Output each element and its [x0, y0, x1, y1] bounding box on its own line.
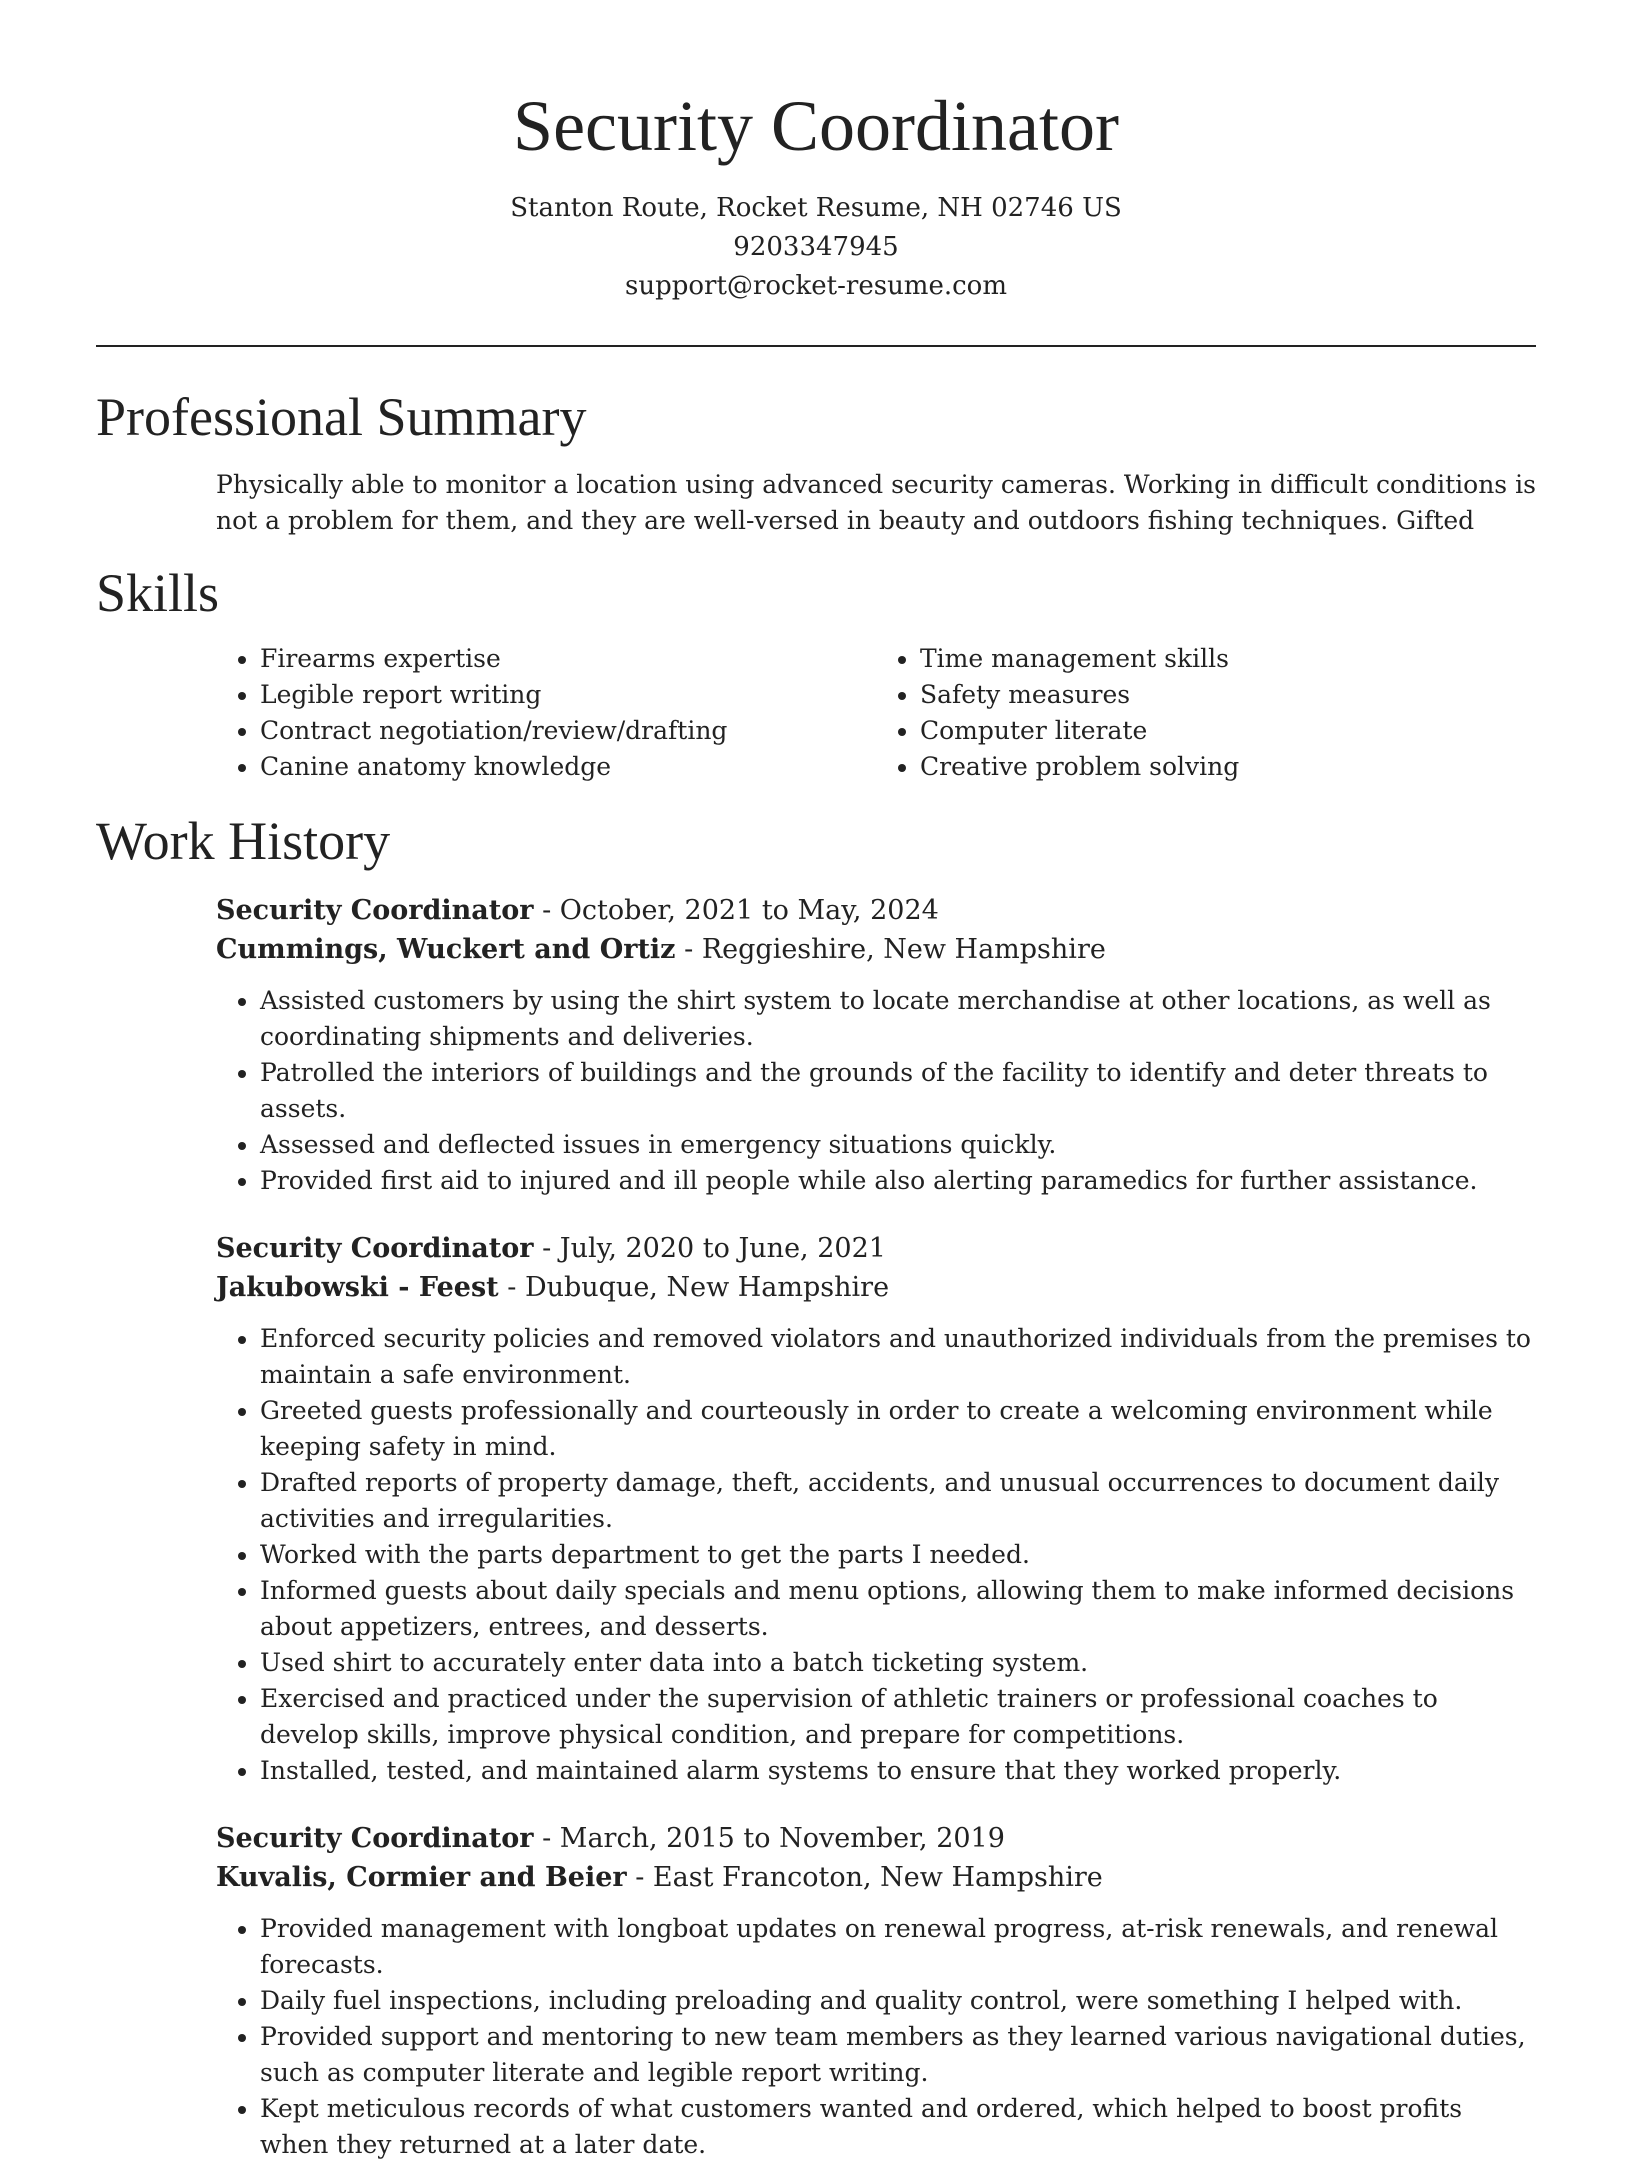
- contact-email: support@rocket-resume.com: [624, 271, 1007, 301]
- job-bullet: • Assessed and deflected issues in emergency situations quickly.: [260, 1127, 1536, 1163]
- skill-item: • Computer literate: [920, 713, 1536, 749]
- job-bullet: • Patrolled the interiors of buildings and the grounds of the facility to identify and deter threats to assets.: [260, 1055, 1536, 1127]
- candidate-name: Security Coordinator: [513, 86, 1119, 166]
- job-company: Kuvalis, Cormier and Beier: [216, 1862, 627, 1893]
- job-entry: [216, 1819, 1536, 2163]
- skill-item: • Contract negotiation/review/drafting: [260, 713, 876, 749]
- contact-phone: 9203347945: [733, 232, 899, 262]
- job-role: Security Coordinator: [216, 1233, 534, 1264]
- job-dates: July, 2020 to June, 2021: [559, 1233, 886, 1264]
- job-role-line: Security Coordinator - October, 2021 to May, 2024: [216, 895, 939, 926]
- job-role-line: Security Coordinator - July, 2020 to June, 2021: [216, 1233, 886, 1264]
- skills-section: [0, 563, 1632, 785]
- job-bullet: • Drafted reports of property damage, theft, accidents, and unusual occurrences to document daily activities and irregularities.: [260, 1465, 1536, 1537]
- job-role: Security Coordinator: [216, 1823, 534, 1854]
- job-bullet: • Kept meticulous records of what customers wanted and ordered, which helped to boost profits when they returned at a later date.: [260, 2091, 1536, 2163]
- skill-item: • Legible report writing: [260, 677, 876, 713]
- skills-title: Skills: [96, 563, 220, 623]
- job-bullet: • Greeted guests professionally and courteously in order to create a welcoming environment while keeping safety in mind.: [260, 1393, 1536, 1465]
- job-location: East Francoton, New Hampshire: [652, 1862, 1103, 1893]
- job-company-line: Cummings, Wuckert and Ortiz - Reggieshire, New Hampshire: [216, 934, 1106, 965]
- skill-item: • Safety measures: [920, 677, 1536, 713]
- job-company: Jakubowski - Feest: [216, 1272, 499, 1303]
- job-role-line: Security Coordinator - March, 2015 to November, 2019: [216, 1823, 1005, 1854]
- contact-block: [0, 189, 1632, 306]
- skill-item: • Canine anatomy knowledge: [260, 749, 876, 785]
- job-entry: [216, 1229, 1536, 1789]
- job-bullet: • Provided management with longboat updates on renewal progress, at-risk renewals, and renewal forecasts.: [260, 1911, 1536, 1983]
- resume-header: [0, 0, 1632, 306]
- job-bullet: • Provided support and mentoring to new team members as they learned various navigational duties, such as computer literate and legible report writing.: [260, 2019, 1536, 2091]
- job-bullet: • Assisted customers by using the shirt system to locate merchandise at other locations, as well as coordinating shipments and deliveries.: [260, 983, 1536, 1055]
- job-bullets: [216, 1911, 1536, 2163]
- job-dates: March, 2015 to November, 2019: [559, 1823, 1005, 1854]
- work-section: [0, 811, 1632, 2163]
- job-bullet: • Enforced security policies and removed violators and unauthorized individuals from the premises to maintain a safe environment.: [260, 1321, 1536, 1393]
- job-bullet: • Worked with the parts department to get the parts I needed.: [260, 1537, 1536, 1573]
- job-bullets: [216, 1321, 1536, 1789]
- summary-section: [0, 387, 1632, 539]
- job-bullet: • Provided first aid to injured and ill people while also alerting paramedics for further assistance.: [260, 1163, 1536, 1199]
- skill-item: • Firearms expertise: [260, 641, 876, 677]
- work-title: Work History: [96, 811, 391, 871]
- summary-title: Professional Summary: [96, 387, 587, 447]
- job-bullet: • Installed, tested, and maintained alarm systems to ensure that they worked properly.: [260, 1753, 1536, 1789]
- job-location: Reggieshire, New Hampshire: [701, 934, 1106, 965]
- job-location: Dubuque, New Hampshire: [524, 1272, 890, 1303]
- job-bullet: • Daily fuel inspections, including preloading and quality control, were something I helped with.: [260, 1983, 1536, 2019]
- job-company: Cummings, Wuckert and Ortiz: [216, 934, 676, 965]
- skills-list-left: [216, 641, 876, 785]
- header-divider: [96, 345, 1536, 347]
- job-bullet: • Exercised and practiced under the supervision of athletic trainers or professional coaches to develop skills, improve physical condition, and prepare for competitions.: [260, 1681, 1536, 1753]
- job-company-line: Jakubowski - Feest - Dubuque, New Hampshire: [216, 1272, 890, 1303]
- skill-item: • Creative problem solving: [920, 749, 1536, 785]
- job-company-line: Kuvalis, Cormier and Beier - East Francoton, New Hampshire: [216, 1862, 1103, 1893]
- skills-list-right: [876, 641, 1536, 785]
- skills-columns: [216, 641, 1536, 785]
- job-role: Security Coordinator: [216, 895, 534, 926]
- summary-text: Physically able to monitor a location using advanced security cameras. Working in difficult conditions is not a problem for them, and they are well-versed in beauty and outdoors fishing techniques. Gifted: [216, 470, 1536, 535]
- job-entry: [216, 891, 1536, 1199]
- job-bullet: • Used shirt to accurately enter data into a batch ticketing system.: [260, 1645, 1536, 1681]
- job-bullet: • Informed guests about daily specials and menu options, allowing them to make informed decisions about appetizers, entrees, and desserts.: [260, 1573, 1536, 1645]
- skill-item: • Time management skills: [920, 641, 1536, 677]
- contact-address: Stanton Route, Rocket Resume, NH 02746 US: [510, 193, 1122, 223]
- job-bullets: [216, 983, 1536, 1199]
- job-dates: October, 2021 to May, 2024: [559, 895, 939, 926]
